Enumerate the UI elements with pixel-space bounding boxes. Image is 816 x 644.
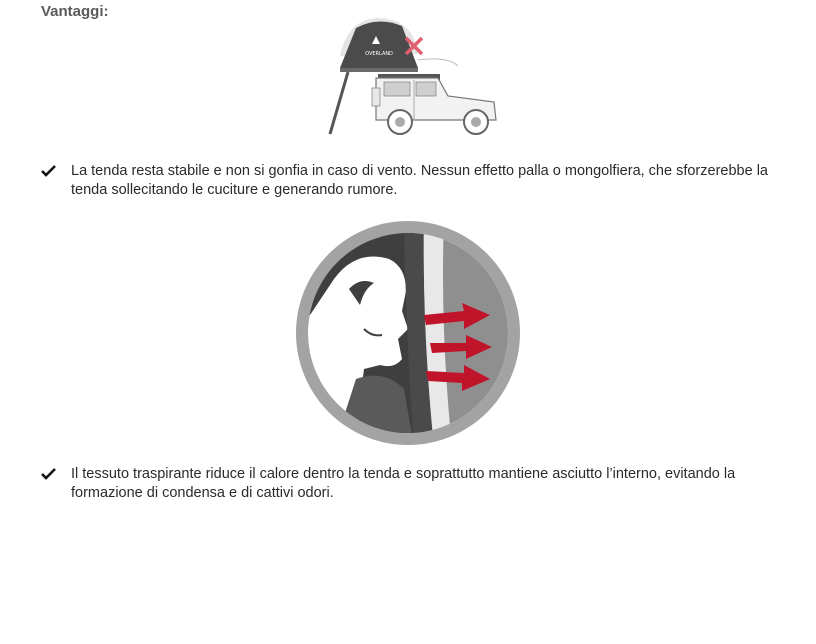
advantage-text: Il tessuto traspirante riduce il calore dentro la tenda e soprattutto mantiene asciutto l’interno, evitando la formazione di condensa e di cattivi odori.: [71, 466, 736, 501]
tent-logo-text: OVERLAND: [365, 51, 393, 57]
rooftop-tent-illustration: [318, 16, 503, 138]
advantage-text: La tenda resta stabile e non si gonfia in caso di vento. Nessun effetto palla o mongolfiera, che sforzerebbe la tenda sollecitando le cuciture e generando rumore.: [71, 163, 768, 198]
advantage-item: [40, 162, 780, 200]
check-icon: [40, 465, 58, 483]
airflow-arrows-icon: [424, 303, 492, 391]
breathable-fabric-illustration: [294, 219, 522, 447]
check-icon: [40, 162, 58, 180]
advantage-item: [40, 465, 780, 503]
section-heading: Vantaggi:: [41, 3, 109, 20]
